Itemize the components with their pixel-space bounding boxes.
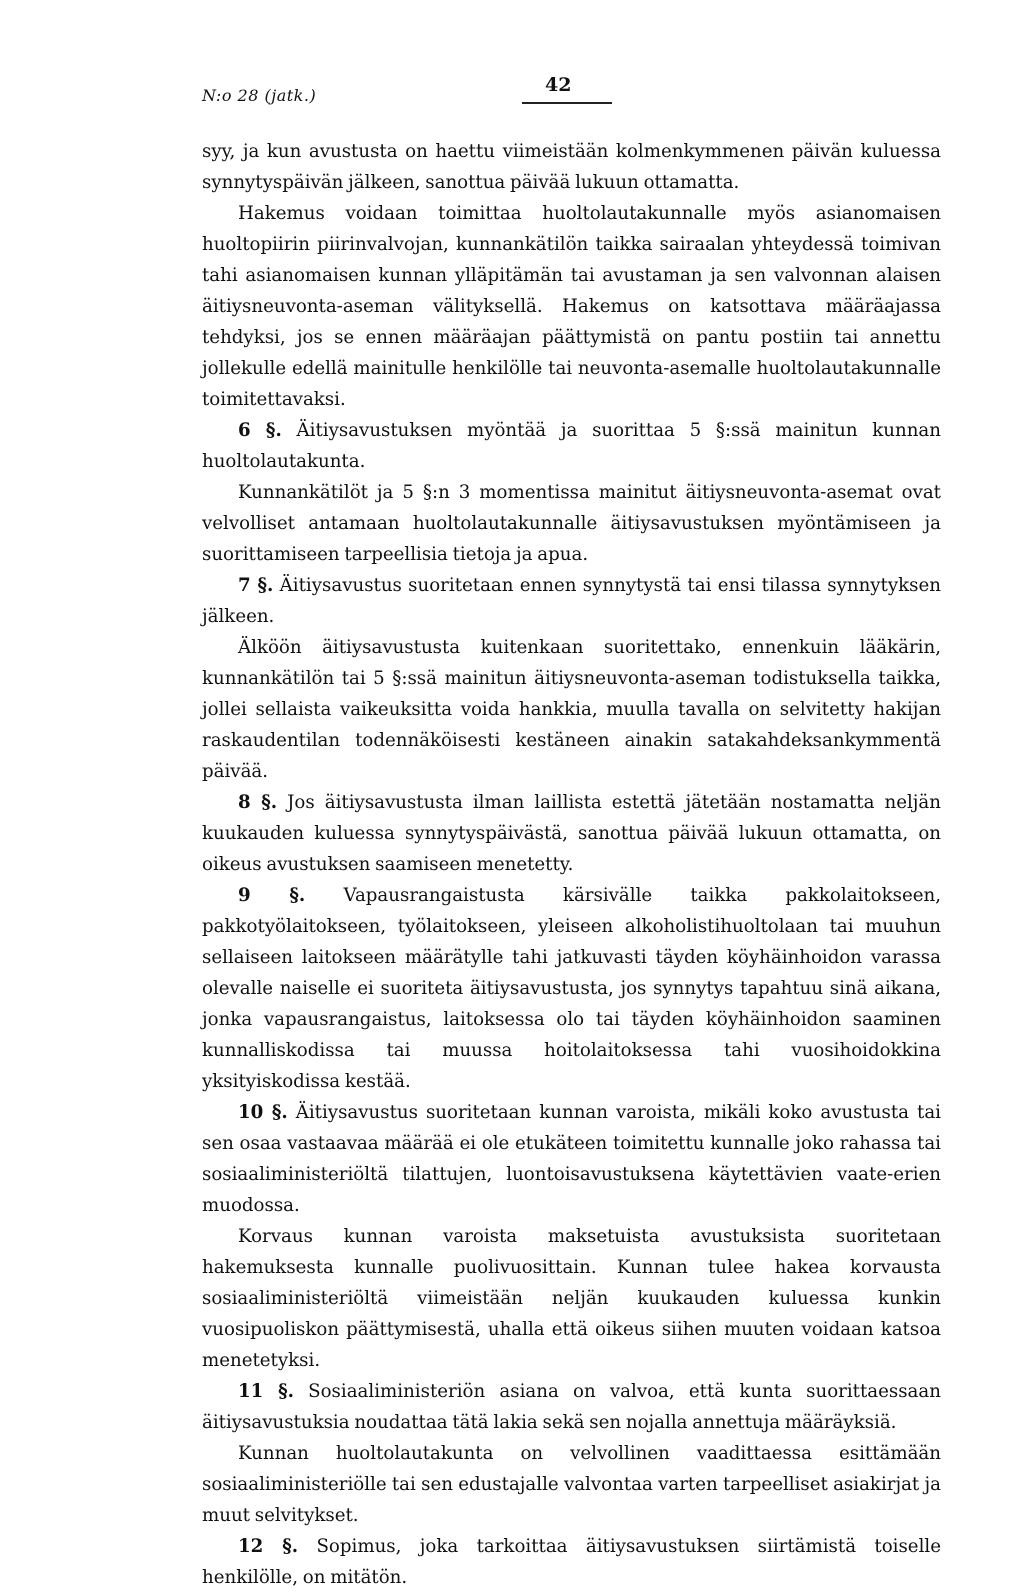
paragraph-text: Sopimus, joka tarkoittaa äitiysavustuksen siirtämistä toiselle henkilölle, on mitätön. — [202, 1536, 941, 1588]
section-number: 10 §. — [238, 1102, 288, 1123]
paragraph-text: Äitiysavustuksen myöntää ja suorittaa 5 §:ssä mainitun kunnan huoltolautakunta. — [202, 420, 941, 472]
section-number: 8 §. — [238, 792, 278, 813]
paragraph-text: Korvaus kunnan varoista maksetuista avustuksista suoritetaan hakemuksesta kunnalle puolivuosittain. Kunnan tulee hakea korvausta sosiaaliministeriöltä viimeistään neljän kuukauden kuluessa kunkin vuosipuoliskon päättymisestä, uhalla että oikeus siihen muuten voidaan katsoa menetetyksi. — [202, 1226, 941, 1371]
statute-label: N:o 28 (jatk.) — [202, 86, 317, 105]
section-8 — [202, 787, 941, 880]
paragraph — [202, 136, 941, 198]
paragraph — [202, 1438, 941, 1531]
page-number: 42 — [545, 74, 572, 96]
paragraph-text: syy, ja kun avustusta on haettu viimeistään kolmenkymmenen päivän kuluessa synnytyspäivän jälkeen, sanottua päivää lukuun ottamatta. — [202, 141, 941, 193]
document-body — [202, 136, 941, 1593]
paragraph-text: Kunnankätilöt ja 5 §:n 3 momentissa mainitut äitiysneuvonta-asemat ovat velvolliset antamaan huoltolautakunnalle äitiysavustuksen myöntämiseen ja suorittamiseen tarpeellisia tietoja ja apua. — [202, 482, 941, 565]
paragraph-text: Sosiaaliministeriön asiana on valvoa, että kunta suorittaessaan äitiysavustuksia noudattaa tätä lakia sekä sen nojalla annettuja määräyksiä. — [202, 1381, 941, 1433]
paragraph — [202, 198, 941, 415]
paragraph-text: Älköön äitiysavustusta kuitenkaan suoritettako, ennenkuin lääkärin, kunnankätilön tai 5 §:ssä mainitun äitiysneuvonta-aseman todistuksella taikka, jollei sellaista vaikeuksitta voida hankkia, muulla tavalla on selvitetty hakijan raskaudentilan todennäköisesti kestäneen ainakin satakahdeksankymmentä päivää. — [202, 637, 941, 782]
section-12 — [202, 1531, 941, 1593]
header-rule — [522, 102, 612, 104]
section-number: 11 §. — [238, 1381, 294, 1402]
paragraph-text: Jos äitiysavustusta ilman laillista estettä jätetään nostamatta neljän kuukauden kuluessa synnytyspäivästä, sanottua päivää lukuun ottamatta, on oikeus avustuksen saamiseen menetetty. — [202, 792, 941, 875]
paragraph — [202, 477, 941, 570]
section-number: 7 §. — [238, 575, 274, 596]
paragraph — [202, 1221, 941, 1376]
section-number: 12 §. — [238, 1536, 299, 1557]
paragraph — [202, 632, 941, 787]
section-number: 9 §. — [238, 885, 306, 906]
paragraph-text: Vapausrangaistusta kärsivälle taikka pakkolaitokseen, pakkotyölaitokseen, työlaitokseen, yleiseen alkoholistihuoltolaan tai muuhun sellaiseen laitokseen määrätylle tahi jatkuvasti täyden köyhäinhoidon varassa olevalle naiselle ei suoriteta äitiysavustusta, jos synnytys tapahtuu sinä aikana, jonka vapausrangaistus, laitoksessa olo tai täyden köyhäinhoidon saaminen kunnalliskodissa tai muussa hoitolaitoksessa tahi vuosihoidokkina yksityiskodissa kestää. — [202, 885, 941, 1092]
section-10 — [202, 1097, 941, 1221]
paragraph-text: Äitiysavustus suoritetaan kunnan varoista, mikäli koko avustusta tai sen osaa vastaavaa määrää ei ole etukäteen toimitettu kunnalle joko rahassa tai sosiaaliministeriöltä tilattujen, luontoisavustuksena käytettävien vaate-erien muodossa. — [202, 1102, 941, 1216]
paragraph-text: Hakemus voidaan toimittaa huoltolautakunnalle myös asianomaisen huoltopiirin piirinvalvojan, kunnankätilön taikka sairaalan yhteydessä toimivan tahi asianomaisen kunnan ylläpitämän tai avustaman ja sen valvonnan alaisen äitiysneuvonta-aseman välityksellä. Hakemus on katsottava määräajassa tehdyksi, jos se ennen määräajan päättymistä on pantu postiin tai annettu jollekulle edellä mainitulle henkilölle tai neuvonta-asemalle huoltolautakunnalle toimitettavaksi. — [202, 203, 941, 410]
paragraph-text: Äitiysavustus suoritetaan ennen synnytystä tai ensi tilassa synnytyksen jälkeen. — [202, 575, 941, 627]
section-7 — [202, 570, 941, 632]
section-number: 6 §. — [238, 420, 282, 441]
page-header — [202, 74, 942, 114]
paragraph-text: Kunnan huoltolautakunta on velvollinen vaadittaessa esittämään sosiaaliministeriölle tai sen edustajalle valvontaa varten tarpeelliset asiakirjat ja muut selvitykset. — [202, 1443, 941, 1526]
section-6 — [202, 415, 941, 477]
section-11 — [202, 1376, 941, 1438]
section-9 — [202, 880, 941, 1097]
